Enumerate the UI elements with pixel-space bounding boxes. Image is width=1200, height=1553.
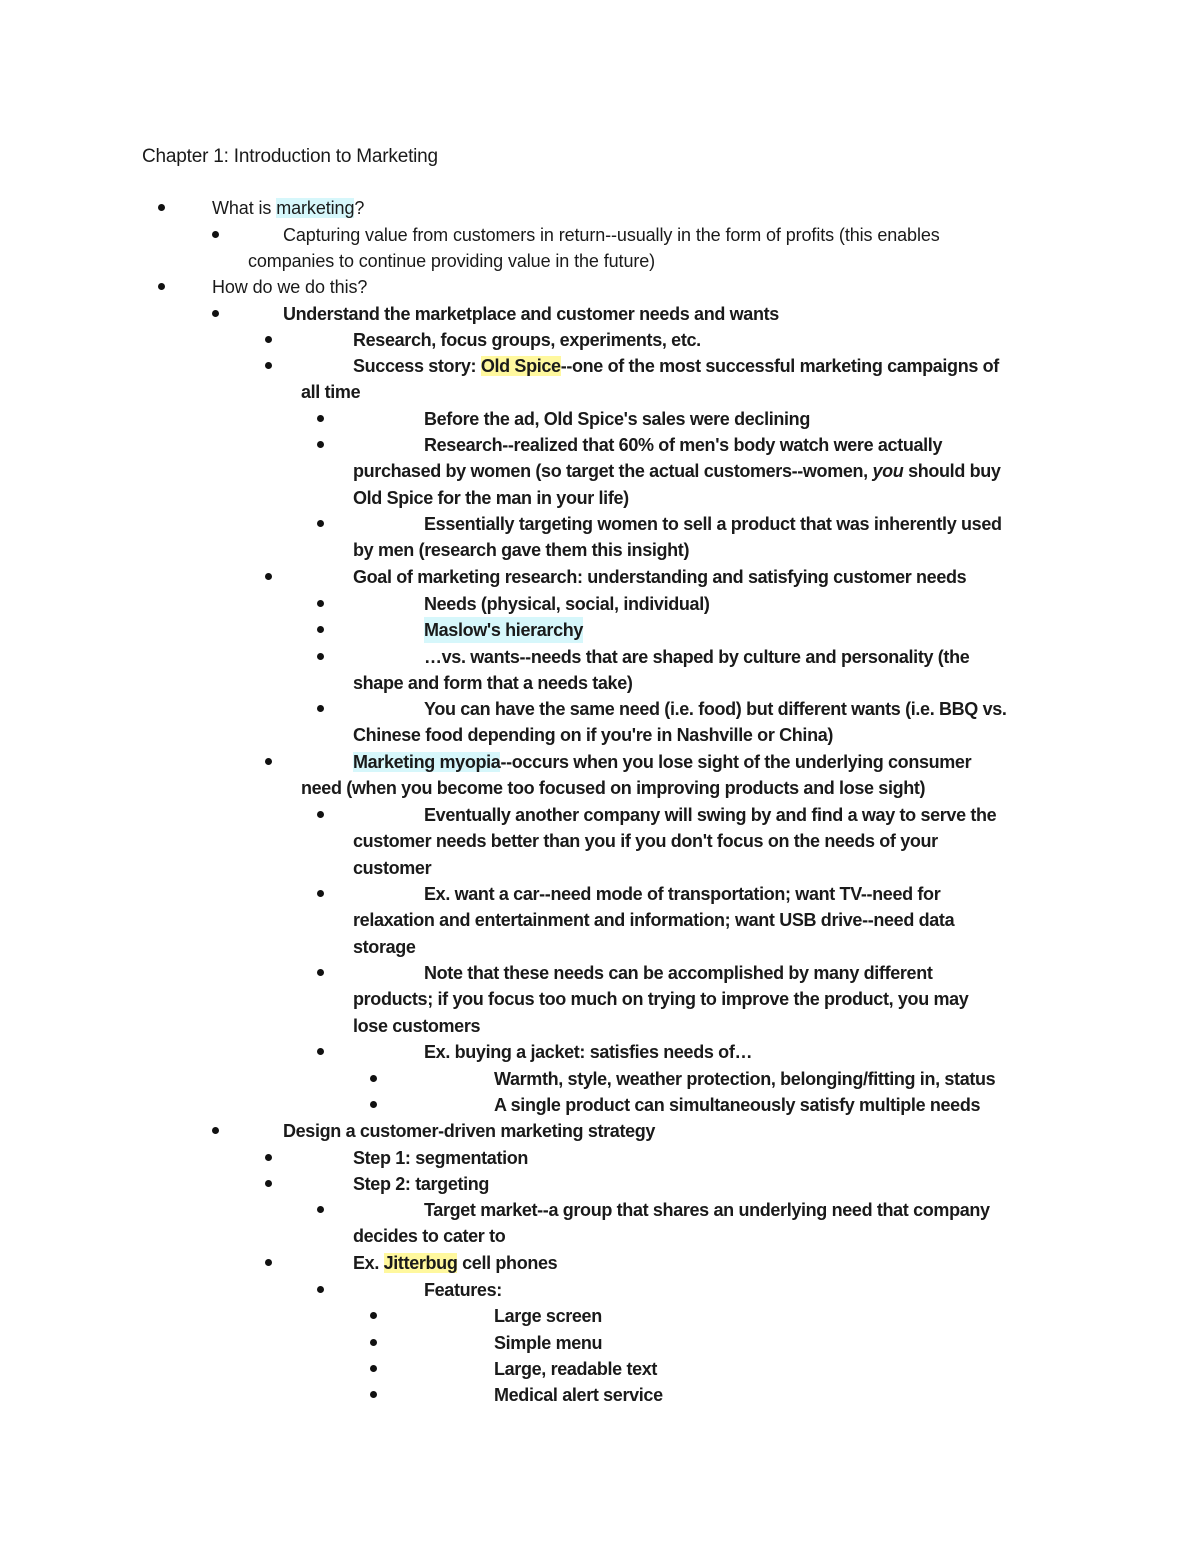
bullet (317, 705, 324, 712)
bullet (317, 1286, 324, 1293)
bullet (370, 1391, 377, 1398)
bullet (317, 811, 324, 818)
bullet (212, 1127, 219, 1134)
bullet (265, 1180, 272, 1187)
bullet (158, 204, 165, 211)
highlight-term: Jitterbug (383, 1253, 458, 1273)
document-page: Chapter 1: Introduction to Marketing What is marketing? Capturing value from customers in return--usually in the form of profits (this enables companies to continue providing value in the future) How do we do this? Understand the marketplace and customer needs and wants Research, focus groups, experiments, etc. Success story: Old Spice--one of the most successful marketing campaigns of all time Before the ad, Old Spice's sales were declining Research--realized that 60% of men's body watch were actually purchased by women (so target the actual customers--women, you should buy Old Spice for the man in your life) Essentially targeting women to sell a product that was inherently used by men (research gave them this insight) Goal of marketing research: understanding and satisfying customer needs Needs (physical, social, individual) Maslow's hierarchy …vs. wants--needs that are shaped by culture and personality (the shape and form that a needs take) You can have the same need (i.e. food) but different wants (i.e. BBQ vs. Chinese food depending on if you're in Nashville or China) Marketing myopia--occurs when you lose sight of the underlying consumer need (when you become too focused on improving products and lose sight) Eventually another company will swing by and find a way to serve the customer needs better than you if you don't focus on the needs of your customer Ex. want a car--need mode of transportation; want TV--need for relaxation and entertainment and information; want USB drive--need data storage Note that these needs can be accomplished by many different products; if you focus too much on trying to improve the product, you may lose customers Ex. buying a jacket: satisfies needs of… Warmth, style, weather protection, belonging/fitting in, status A single product can simultaneously satisfy multiple needs Design a customer-driven marketing strategy Step 1: segmentation Step 2: targeting Target market--a group that shares an underlying need that company decides to cater to Ex. Jitterbug cell phones Features: Large screen Simple menu Large, readable text Medical alert service (142, 146, 1007, 1405)
highlight-term: Old Spice (480, 356, 561, 376)
page-title: Chapter 1: Introduction to Marketing (142, 146, 438, 167)
bullet (370, 1365, 377, 1372)
bullet (212, 310, 219, 317)
bullet (265, 1154, 272, 1161)
highlight-term: marketing (276, 198, 355, 218)
bullet (317, 626, 324, 633)
bullet (317, 441, 324, 448)
highlight-term: Maslow's hierarchy (424, 617, 583, 643)
bullet (370, 1339, 377, 1346)
bullet (317, 969, 324, 976)
bullet (370, 1101, 377, 1108)
bullet (265, 362, 272, 369)
bullet (265, 336, 272, 343)
bullet (317, 1206, 324, 1213)
bullet (317, 1048, 324, 1055)
bullet (317, 890, 324, 897)
bullet (370, 1312, 377, 1319)
bullet (212, 231, 219, 238)
bullet (317, 600, 324, 607)
highlight-term: Marketing myopia (353, 752, 501, 772)
bullet (317, 520, 324, 527)
bullet (370, 1075, 377, 1082)
bullet (265, 758, 272, 765)
bullet (317, 415, 324, 422)
bullet (265, 1259, 272, 1266)
bullet (265, 573, 272, 580)
bullet (158, 283, 165, 290)
bullet (317, 653, 324, 660)
